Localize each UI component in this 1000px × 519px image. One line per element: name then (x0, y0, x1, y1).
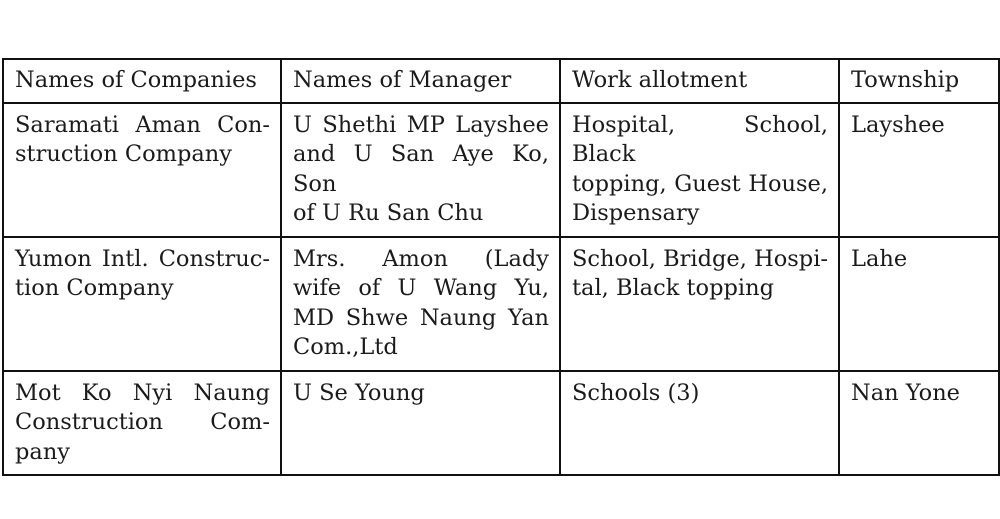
cell-line: Mrs. Amon (Lady (293, 245, 549, 272)
header-names-of-manager: Names of Manager (281, 59, 560, 103)
cell-line: Yumon Intl. Construc- (15, 245, 270, 272)
table-header-row (3, 59, 999, 103)
header-work-allotment: Work allotment (560, 59, 839, 103)
township-cell: Layshee (839, 103, 999, 237)
companies-table (2, 58, 1000, 476)
manager-cell (281, 103, 560, 237)
cell-line: Dispensary (572, 200, 700, 226)
work-allotment-cell (560, 103, 839, 237)
cell-line: tion Company (15, 275, 174, 301)
header-township: Township (839, 59, 999, 103)
company-cell (3, 103, 281, 237)
township-cell: Lahe (839, 237, 999, 371)
cell-line: U Se Young (293, 379, 425, 406)
cell-line: topping, Guest House, (572, 170, 828, 197)
cell-line: U Shethi MP Layshee (293, 111, 549, 138)
cell-line: Hospital, School, Black (572, 111, 828, 167)
cell-line: wife of U Wang Yu, (293, 275, 549, 301)
table-row (3, 237, 999, 371)
cell-line: MD Shwe Naung Yan (293, 304, 549, 331)
cell-line: Construction Com- (15, 409, 270, 435)
cell-line: School, Bridge, Hospi- (572, 245, 828, 272)
table-row (3, 371, 999, 476)
cell-line: of U Ru San Chu (293, 200, 484, 226)
cell-line: pany (15, 438, 71, 465)
cell-line: and U San Aye Ko, Son (293, 141, 549, 197)
manager-cell (281, 371, 560, 476)
cell-line: Saramati Aman Con- (15, 111, 270, 138)
company-cell (3, 371, 281, 476)
cell-line: Schools (3) (572, 379, 700, 406)
township-cell: Nan Yone (839, 371, 999, 476)
manager-cell (281, 237, 560, 371)
cell-line: struction Company (15, 141, 232, 167)
work-allotment-cell (560, 237, 839, 371)
cell-line: tal, Black topping (572, 275, 774, 301)
table-row (3, 103, 999, 237)
cell-line: Com.,Ltd (293, 334, 398, 360)
header-names-of-companies: Names of Companies (3, 59, 281, 103)
company-cell (3, 237, 281, 371)
cell-line: Mot Ko Nyi Naung (15, 379, 270, 406)
work-allotment-cell (560, 371, 839, 476)
